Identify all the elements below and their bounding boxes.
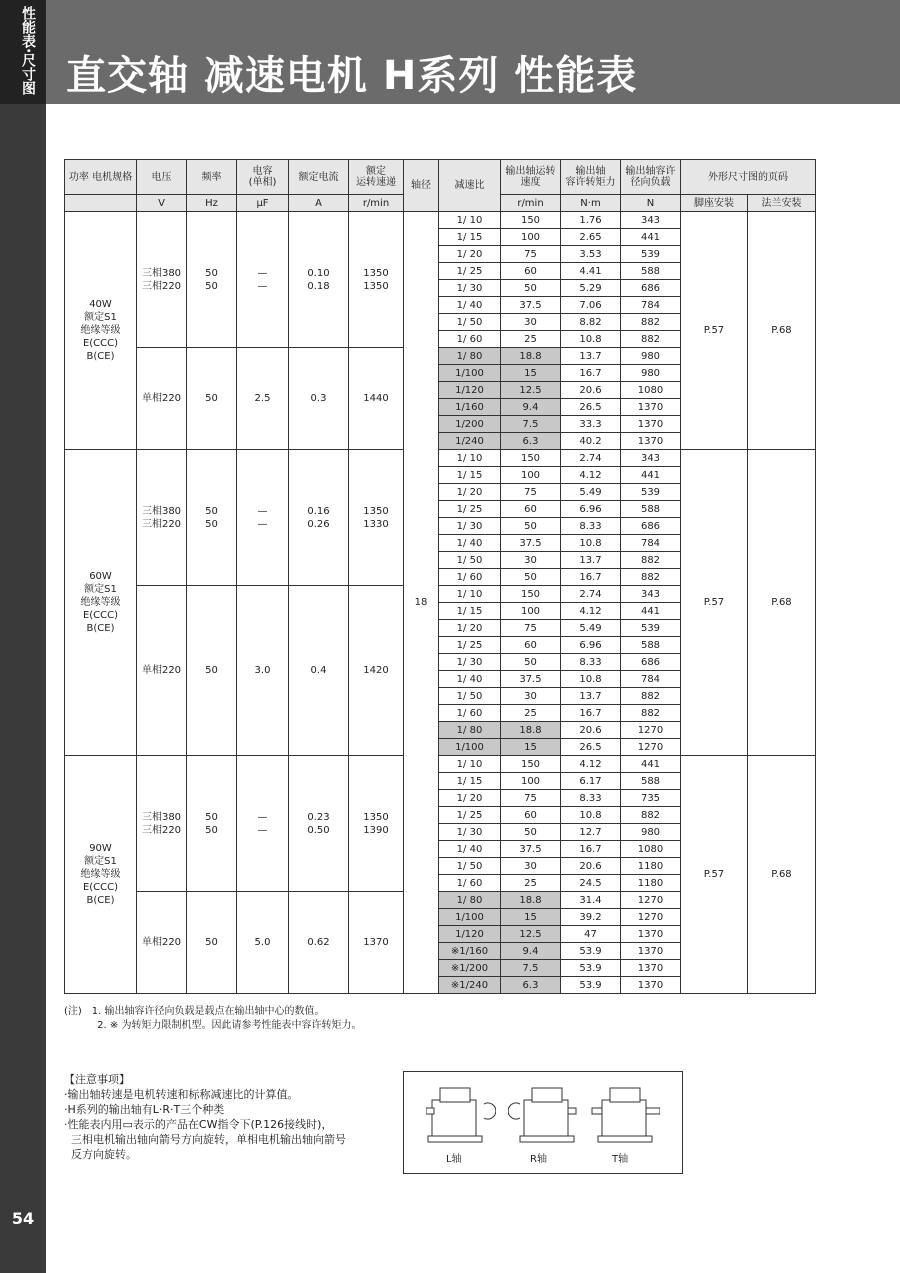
torque-cell: 16.7 (561, 365, 621, 382)
torque-cell: 5.29 (561, 280, 621, 297)
torque-cell: 12.7 (561, 824, 621, 841)
torque-cell: 26.5 (561, 399, 621, 416)
radial-load-cell: 1080 (621, 382, 681, 399)
output-speed-cell: 60 (501, 637, 561, 654)
torque-cell: 5.49 (561, 484, 621, 501)
header-foot-mount: 脚座安装 (681, 195, 748, 212)
output-speed-cell: 50 (501, 569, 561, 586)
torque-cell: 40.2 (561, 433, 621, 450)
radial-load-cell: 882 (621, 688, 681, 705)
motor-spec-cell: 40W 额定S1 绝缘等级 E(CCC) B(CE) (65, 212, 137, 450)
torque-cell: 3.53 (561, 246, 621, 263)
radial-load-cell: 1370 (621, 960, 681, 977)
shaft-diameter-cell: 18 (404, 212, 439, 994)
current-cell: 0.10 0.18 (289, 212, 349, 348)
ratio-cell: 1/ 15 (439, 603, 501, 620)
output-speed-cell: 75 (501, 246, 561, 263)
output-speed-cell: 15 (501, 739, 561, 756)
torque-cell: 10.8 (561, 671, 621, 688)
ratio-cell: 1/ 40 (439, 535, 501, 552)
motor-spec-cell: 90W 额定S1 绝缘等级 E(CCC) B(CE) (65, 756, 137, 994)
radial-load-cell: 882 (621, 705, 681, 722)
current-cell: 0.62 (289, 892, 349, 994)
torque-cell: 26.5 (561, 739, 621, 756)
torque-cell: 2.74 (561, 450, 621, 467)
caution-box (64, 1072, 346, 1162)
radial-load-cell: 980 (621, 365, 681, 382)
radial-load-cell: 784 (621, 535, 681, 552)
torque-cell: 20.6 (561, 722, 621, 739)
ratio-cell: 1/120 (439, 926, 501, 943)
unit-capacitor: μF (237, 195, 289, 212)
flange-mount-page-cell: P.68 (748, 450, 816, 756)
unit-rated-speed: r/min (349, 195, 404, 212)
torque-cell: 53.9 (561, 960, 621, 977)
rated-speed-cell: 1440 (349, 348, 404, 450)
ratio-cell: 1/100 (439, 365, 501, 382)
ratio-cell: 1/ 10 (439, 212, 501, 229)
radial-load-cell: 1370 (621, 399, 681, 416)
torque-cell: 1.76 (561, 212, 621, 229)
radial-load-cell: 588 (621, 773, 681, 790)
radial-load-cell: 343 (621, 586, 681, 603)
output-speed-cell: 100 (501, 229, 561, 246)
radial-load-cell: 735 (621, 790, 681, 807)
current-cell: 0.3 (289, 348, 349, 450)
ratio-cell: 1/ 40 (439, 841, 501, 858)
voltage-cell: 三相380 三相220 (137, 756, 187, 892)
header-current: 额定电流 (289, 160, 349, 195)
performance-table (64, 159, 816, 994)
ratio-cell: 1/ 50 (439, 688, 501, 705)
torque-cell: 31.4 (561, 892, 621, 909)
ratio-cell: 1/ 30 (439, 654, 501, 671)
output-speed-cell: 150 (501, 212, 561, 229)
rated-speed-cell: 1350 1330 (349, 450, 404, 586)
foot-mount-page-cell: P.57 (681, 450, 748, 756)
ratio-cell: 1/ 50 (439, 858, 501, 875)
torque-cell: 8.33 (561, 654, 621, 671)
output-speed-cell: 50 (501, 280, 561, 297)
foot-mount-page-cell: P.57 (681, 212, 748, 450)
ratio-cell: ※1/200 (439, 960, 501, 977)
ratio-cell: 1/100 (439, 739, 501, 756)
radial-load-cell: 1180 (621, 858, 681, 875)
table-row (65, 212, 816, 229)
torque-cell: 4.12 (561, 467, 621, 484)
radial-load-cell: 1370 (621, 433, 681, 450)
output-speed-cell: 150 (501, 586, 561, 603)
ratio-cell: 1/200 (439, 416, 501, 433)
rated-speed-cell: 1420 (349, 586, 404, 756)
ratio-cell: 1/ 30 (439, 518, 501, 535)
capacitor-cell: 2.5 (237, 348, 289, 450)
ratio-cell: 1/ 50 (439, 552, 501, 569)
header-output-speed: 输出轴运转 速度 (501, 160, 561, 195)
ratio-cell: 1/ 80 (439, 348, 501, 365)
radial-load-cell: 1270 (621, 892, 681, 909)
radial-load-cell: 882 (621, 331, 681, 348)
torque-cell: 16.7 (561, 841, 621, 858)
shaft-type-diagram (403, 1071, 683, 1174)
torque-cell: 20.6 (561, 858, 621, 875)
radial-load-cell: 343 (621, 212, 681, 229)
header-voltage: 电压 (137, 160, 187, 195)
torque-cell: 13.7 (561, 348, 621, 365)
radial-load-cell: 1370 (621, 943, 681, 960)
ratio-cell: 1/ 15 (439, 773, 501, 790)
header-torque: 输出轴 容许转矩力 (561, 160, 621, 195)
radial-load-cell: 441 (621, 756, 681, 773)
caution-line: 反方向旋转。 (64, 1148, 137, 1161)
table-row (65, 450, 816, 467)
unit-frequency: Hz (187, 195, 237, 212)
capacitor-cell: — — (237, 450, 289, 586)
ratio-cell: 1/ 60 (439, 331, 501, 348)
radial-load-cell: 441 (621, 229, 681, 246)
ratio-cell: 1/ 10 (439, 450, 501, 467)
frequency-cell: 50 50 (187, 212, 237, 348)
torque-cell: 10.8 (561, 535, 621, 552)
ratio-cell: 1/ 80 (439, 722, 501, 739)
torque-cell: 33.3 (561, 416, 621, 433)
output-speed-cell: 50 (501, 654, 561, 671)
torque-cell: 20.6 (561, 382, 621, 399)
ratio-cell: 1/ 30 (439, 824, 501, 841)
ratio-cell: 1/ 50 (439, 314, 501, 331)
radial-load-cell: 882 (621, 314, 681, 331)
sidebar (0, 0, 46, 1273)
output-speed-cell: 9.4 (501, 943, 561, 960)
unit-voltage: V (137, 195, 187, 212)
ratio-cell: 1/ 20 (439, 790, 501, 807)
current-cell: 0.23 0.50 (289, 756, 349, 892)
rated-speed-cell: 1350 1390 (349, 756, 404, 892)
voltage-cell: 单相220 (137, 586, 187, 756)
torque-cell: 2.74 (561, 586, 621, 603)
output-speed-cell: 100 (501, 467, 561, 484)
radial-load-cell: 1270 (621, 739, 681, 756)
caution-line: ·性能表内用▭表示的产品在CW指令下(P.126接线时)， (64, 1118, 333, 1131)
output-speed-cell: 12.5 (501, 926, 561, 943)
header-shaft-diameter: 轴径 (404, 160, 439, 212)
torque-cell: 24.5 (561, 875, 621, 892)
output-speed-cell: 30 (501, 858, 561, 875)
output-speed-cell: 150 (501, 756, 561, 773)
ratio-cell: 1/ 25 (439, 807, 501, 824)
torque-cell: 16.7 (561, 705, 621, 722)
unit-output-speed: r/min (501, 195, 561, 212)
output-speed-cell: 37.5 (501, 841, 561, 858)
frequency-cell: 50 50 (187, 450, 237, 586)
output-speed-cell: 30 (501, 688, 561, 705)
capacitor-cell: 3.0 (237, 586, 289, 756)
table-row (65, 756, 816, 773)
capacitor-cell: — — (237, 212, 289, 348)
radial-load-cell: 1370 (621, 926, 681, 943)
output-speed-cell: 30 (501, 314, 561, 331)
torque-cell: 39.2 (561, 909, 621, 926)
header-radial-load: 输出轴容许 径向负载 (621, 160, 681, 195)
torque-cell: 8.33 (561, 790, 621, 807)
frequency-cell: 50 (187, 586, 237, 756)
header-flange-mount: 法兰安装 (748, 195, 816, 212)
output-speed-cell: 60 (501, 807, 561, 824)
output-speed-cell: 25 (501, 705, 561, 722)
rated-speed-cell: 1350 1350 (349, 212, 404, 348)
output-speed-cell: 18.8 (501, 348, 561, 365)
current-cell: 0.4 (289, 586, 349, 756)
ratio-cell: 1/ 15 (439, 467, 501, 484)
output-speed-cell: 75 (501, 484, 561, 501)
foot-mount-page-cell: P.57 (681, 756, 748, 994)
frequency-cell: 50 50 (187, 756, 237, 892)
radial-load-cell: 1370 (621, 977, 681, 994)
header-banner (46, 0, 900, 104)
radial-load-cell: 441 (621, 467, 681, 484)
l-shaft-motor-drawing (426, 1080, 496, 1150)
torque-cell: 10.8 (561, 807, 621, 824)
output-speed-cell: 37.5 (501, 671, 561, 688)
radial-load-cell: 1370 (621, 416, 681, 433)
torque-cell: 8.33 (561, 518, 621, 535)
output-speed-cell: 100 (501, 773, 561, 790)
output-speed-cell: 18.8 (501, 892, 561, 909)
ratio-cell: 1/ 25 (439, 501, 501, 518)
header-frequency: 频率 (187, 160, 237, 195)
voltage-cell: 单相220 (137, 892, 187, 994)
radial-load-cell: 539 (621, 484, 681, 501)
caution-line: ·H系列的输出轴有L·R·T三个种类 (64, 1103, 225, 1116)
l-shaft-label: L轴 (446, 1154, 462, 1165)
r-shaft-motor-drawing (508, 1080, 578, 1150)
output-speed-cell: 60 (501, 501, 561, 518)
ratio-cell: 1/ 60 (439, 705, 501, 722)
output-speed-cell: 18.8 (501, 722, 561, 739)
page-title: 直交轴 减速电机 H系列 性能表 (66, 53, 638, 99)
ratio-cell: 1/ 20 (439, 484, 501, 501)
radial-load-cell: 539 (621, 246, 681, 263)
output-speed-cell: 150 (501, 450, 561, 467)
ratio-cell: 1/160 (439, 399, 501, 416)
ratio-cell: 1/ 40 (439, 671, 501, 688)
output-speed-cell: 100 (501, 603, 561, 620)
flange-mount-page-cell: P.68 (748, 756, 816, 994)
torque-cell: 4.41 (561, 263, 621, 280)
ratio-cell: 1/120 (439, 382, 501, 399)
radial-load-cell: 343 (621, 450, 681, 467)
radial-load-cell: 1270 (621, 909, 681, 926)
ratio-cell: 1/ 25 (439, 637, 501, 654)
capacitor-cell: 5.0 (237, 892, 289, 994)
torque-cell: 6.96 (561, 501, 621, 518)
page-number: 54 (11, 1209, 35, 1228)
torque-cell: 7.06 (561, 297, 621, 314)
unit-current: A (289, 195, 349, 212)
radial-load-cell: 539 (621, 620, 681, 637)
ratio-cell: ※1/160 (439, 943, 501, 960)
unit-torque: N·m (561, 195, 621, 212)
radial-load-cell: 588 (621, 637, 681, 654)
output-speed-cell: 37.5 (501, 297, 561, 314)
output-speed-cell: 25 (501, 331, 561, 348)
header-capacitor: 电容 (单相) (237, 160, 289, 195)
torque-cell: 13.7 (561, 688, 621, 705)
ratio-cell: 1/ 20 (439, 246, 501, 263)
output-speed-cell: 75 (501, 620, 561, 637)
voltage-cell: 三相380 三相220 (137, 450, 187, 586)
unit-spec (65, 195, 137, 212)
r-shaft-label: R轴 (530, 1154, 547, 1165)
footnote: (注) 1. 输出轴容许径向负载是载点在输出轴中心的数值。 (64, 1006, 325, 1017)
header-ratio: 减速比 (439, 160, 501, 212)
torque-cell: 6.96 (561, 637, 621, 654)
radial-load-cell: 686 (621, 518, 681, 535)
torque-cell: 5.49 (561, 620, 621, 637)
motor-spec-cell: 60W 额定S1 绝缘等级 E(CCC) B(CE) (65, 450, 137, 756)
ratio-cell: 1/ 25 (439, 263, 501, 280)
torque-cell: 2.65 (561, 229, 621, 246)
caution-line: 三相电机输出轴向箭号方向旋转，单相电机输出轴向箭号 (64, 1133, 346, 1146)
radial-load-cell: 441 (621, 603, 681, 620)
torque-cell: 47 (561, 926, 621, 943)
radial-load-cell: 588 (621, 263, 681, 280)
section-tab (0, 0, 46, 104)
radial-load-cell: 882 (621, 569, 681, 586)
output-speed-cell: 37.5 (501, 535, 561, 552)
ratio-cell: 1/ 60 (439, 875, 501, 892)
output-speed-cell: 15 (501, 365, 561, 382)
output-speed-cell: 15 (501, 909, 561, 926)
radial-load-cell: 882 (621, 552, 681, 569)
output-speed-cell: 12.5 (501, 382, 561, 399)
output-speed-cell: 9.4 (501, 399, 561, 416)
flange-mount-page-cell: P.68 (748, 212, 816, 450)
ratio-cell: ※1/240 (439, 977, 501, 994)
performance-table-body (65, 212, 816, 994)
header-dimension-page: 外形尺寸图的页码 (681, 160, 816, 195)
frequency-cell: 50 (187, 348, 237, 450)
output-speed-cell: 30 (501, 552, 561, 569)
ratio-cell: 1/ 80 (439, 892, 501, 909)
ratio-cell: 1/ 60 (439, 569, 501, 586)
voltage-cell: 单相220 (137, 348, 187, 450)
capacitor-cell: — — (237, 756, 289, 892)
radial-load-cell: 784 (621, 671, 681, 688)
footnotes (64, 1005, 361, 1033)
ratio-cell: 1/100 (439, 909, 501, 926)
ratio-cell: 1/240 (439, 433, 501, 450)
output-speed-cell: 25 (501, 875, 561, 892)
torque-cell: 6.17 (561, 773, 621, 790)
t-shaft-label: T轴 (612, 1154, 629, 1165)
radial-load-cell: 980 (621, 824, 681, 841)
torque-cell: 53.9 (561, 977, 621, 994)
caution-title: 【注意事项】 (64, 1073, 130, 1086)
radial-load-cell: 686 (621, 280, 681, 297)
t-shaft-motor-drawing (590, 1080, 660, 1150)
output-speed-cell: 6.3 (501, 433, 561, 450)
output-speed-cell: 50 (501, 518, 561, 535)
frequency-cell: 50 (187, 892, 237, 994)
torque-cell: 16.7 (561, 569, 621, 586)
radial-load-cell: 1180 (621, 875, 681, 892)
torque-cell: 10.8 (561, 331, 621, 348)
voltage-cell: 三相380 三相220 (137, 212, 187, 348)
ratio-cell: 1/ 20 (439, 620, 501, 637)
radial-load-cell: 882 (621, 807, 681, 824)
torque-cell: 8.82 (561, 314, 621, 331)
torque-cell: 4.12 (561, 756, 621, 773)
output-speed-cell: 7.5 (501, 960, 561, 977)
torque-cell: 13.7 (561, 552, 621, 569)
torque-cell: 4.12 (561, 603, 621, 620)
ratio-cell: 1/ 10 (439, 586, 501, 603)
output-speed-cell: 75 (501, 790, 561, 807)
header-spec: 功率 电机规格 (65, 160, 137, 195)
ratio-cell: 1/ 10 (439, 756, 501, 773)
ratio-cell: 1/ 40 (439, 297, 501, 314)
torque-cell: 53.9 (561, 943, 621, 960)
ratio-cell: 1/ 30 (439, 280, 501, 297)
header-rated-speed: 额定 运转速递 (349, 160, 404, 195)
radial-load-cell: 980 (621, 348, 681, 365)
radial-load-cell: 686 (621, 654, 681, 671)
ratio-cell: 1/ 15 (439, 229, 501, 246)
section-tab-label: 性能表·尺寸图 (20, 6, 36, 96)
caution-line: ·输出轴转速是电机转速和标称减速比的计算值。 (64, 1088, 299, 1101)
output-speed-cell: 7.5 (501, 416, 561, 433)
unit-radial-load: N (621, 195, 681, 212)
footnote: 2. ※ 为转矩力限制机型。因此请参考性能表中容许转矩力。 (64, 1020, 362, 1031)
radial-load-cell: 784 (621, 297, 681, 314)
radial-load-cell: 588 (621, 501, 681, 518)
output-speed-cell: 6.3 (501, 977, 561, 994)
rated-speed-cell: 1370 (349, 892, 404, 994)
output-speed-cell: 50 (501, 824, 561, 841)
radial-load-cell: 1270 (621, 722, 681, 739)
current-cell: 0.16 0.26 (289, 450, 349, 586)
output-speed-cell: 60 (501, 263, 561, 280)
radial-load-cell: 1080 (621, 841, 681, 858)
